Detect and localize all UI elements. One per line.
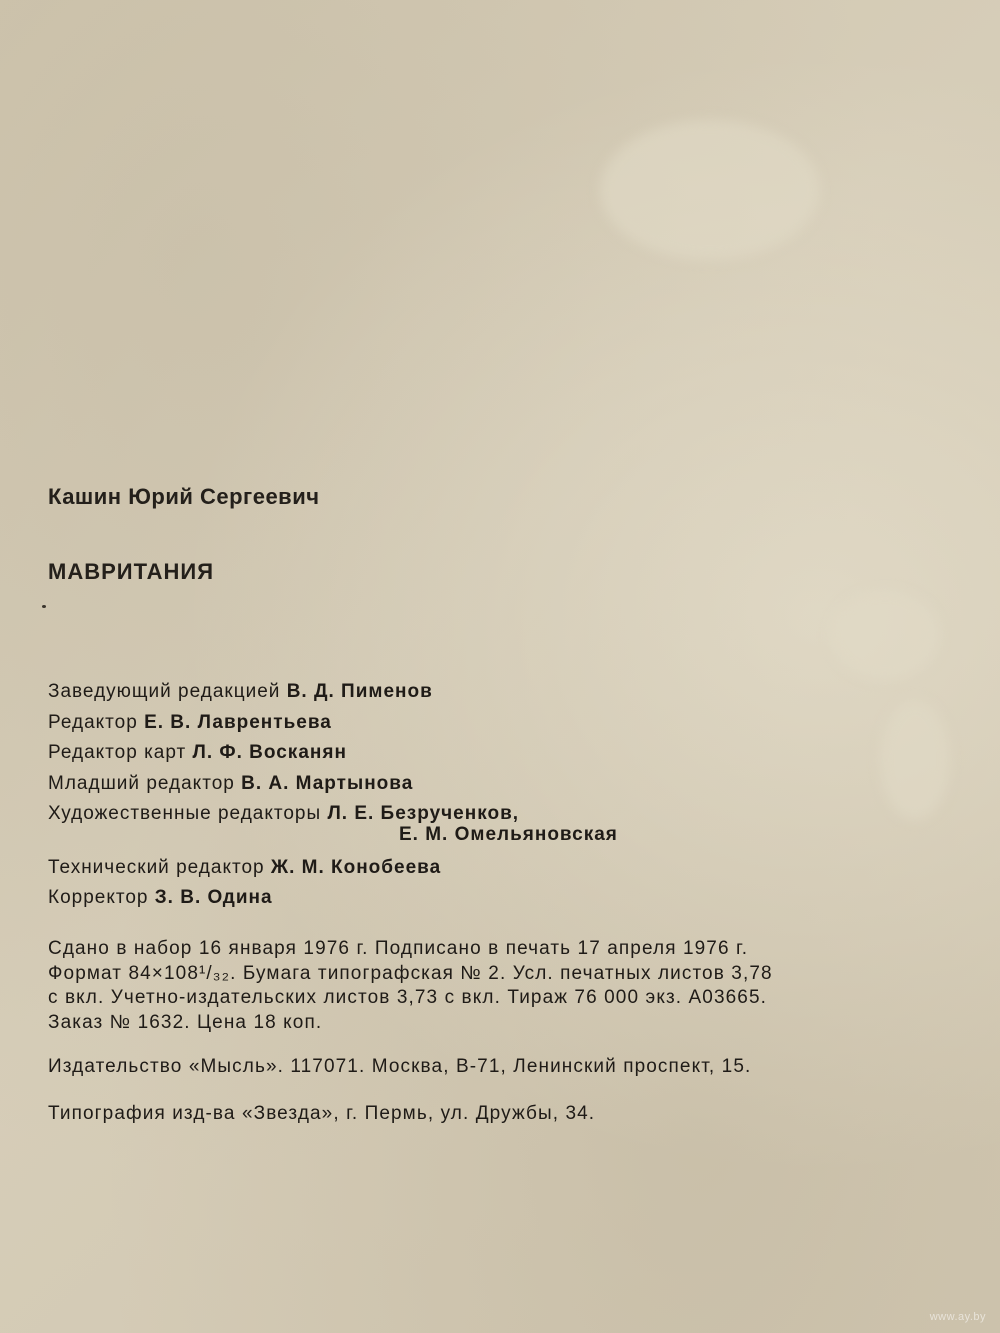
- paper-stain: [880, 700, 950, 820]
- credit-role: Корректор: [48, 887, 149, 908]
- credit-role: Заведующий редакцией: [48, 681, 281, 702]
- print-speck: [42, 605, 46, 608]
- credit-name: Л. Ф. Восканян: [192, 742, 347, 763]
- credit-name: З. В. Одина: [154, 887, 273, 908]
- imprint-line: Заказ № 1632. Цена 18 коп.: [48, 1011, 323, 1033]
- credits-list: [48, 677, 618, 914]
- paper-stain: [600, 120, 820, 260]
- credit-name: В. А. Мартынова: [241, 772, 414, 794]
- credit-name-continued: Е. М. Омельяновская: [399, 823, 618, 845]
- credit-role: Художественные редакторы: [48, 803, 322, 824]
- credit-row: [48, 853, 618, 884]
- credit-row: [48, 883, 618, 914]
- credit-row: [48, 677, 618, 708]
- site-watermark: www.ay.by: [929, 1311, 986, 1323]
- credit-role: Редактор: [48, 711, 138, 733]
- imprint-line: Сдано в набор 16 января 1976 г. Подписано в печать 17 апреля 1976 г.: [48, 938, 749, 959]
- imprint-line: с вкл. Учетно-издательских листов 3,73 с вкл. Тираж 76 000 экз. А03665.: [48, 987, 767, 1008]
- printer-address: Типография изд-ва «Звезда», г. Пермь, ул. Дружбы, 34.: [48, 1103, 596, 1124]
- credit-name: В. Д. Пименов: [286, 681, 433, 702]
- credit-name: Л. Е. Безрученков,: [327, 803, 520, 824]
- credit-row: [48, 738, 618, 769]
- credit-row: [48, 769, 618, 800]
- imprint-details: [48, 937, 773, 1035]
- paper-stain: [830, 590, 940, 680]
- author-name: Кашин Юрий Сергеевич: [48, 484, 320, 509]
- imprint-line: Формат 84×108¹/₃₂. Бумага типографская № 2. Усл. печатных листов 3,78: [48, 962, 773, 984]
- credit-row: [48, 708, 618, 739]
- credit-name: Е. В. Лаврентьева: [144, 711, 332, 733]
- credit-role: Младший редактор: [48, 772, 235, 794]
- credit-role: Технический редактор: [48, 856, 265, 878]
- credit-name: Ж. М. Конобеева: [270, 856, 442, 878]
- publisher-address: Издательство «Мысль». 117071. Москва, В-71, Ленинский проспект, 15.: [48, 1056, 752, 1077]
- book-title: МАВРИТАНИЯ: [48, 559, 215, 584]
- credit-role: Редактор карт: [48, 742, 187, 763]
